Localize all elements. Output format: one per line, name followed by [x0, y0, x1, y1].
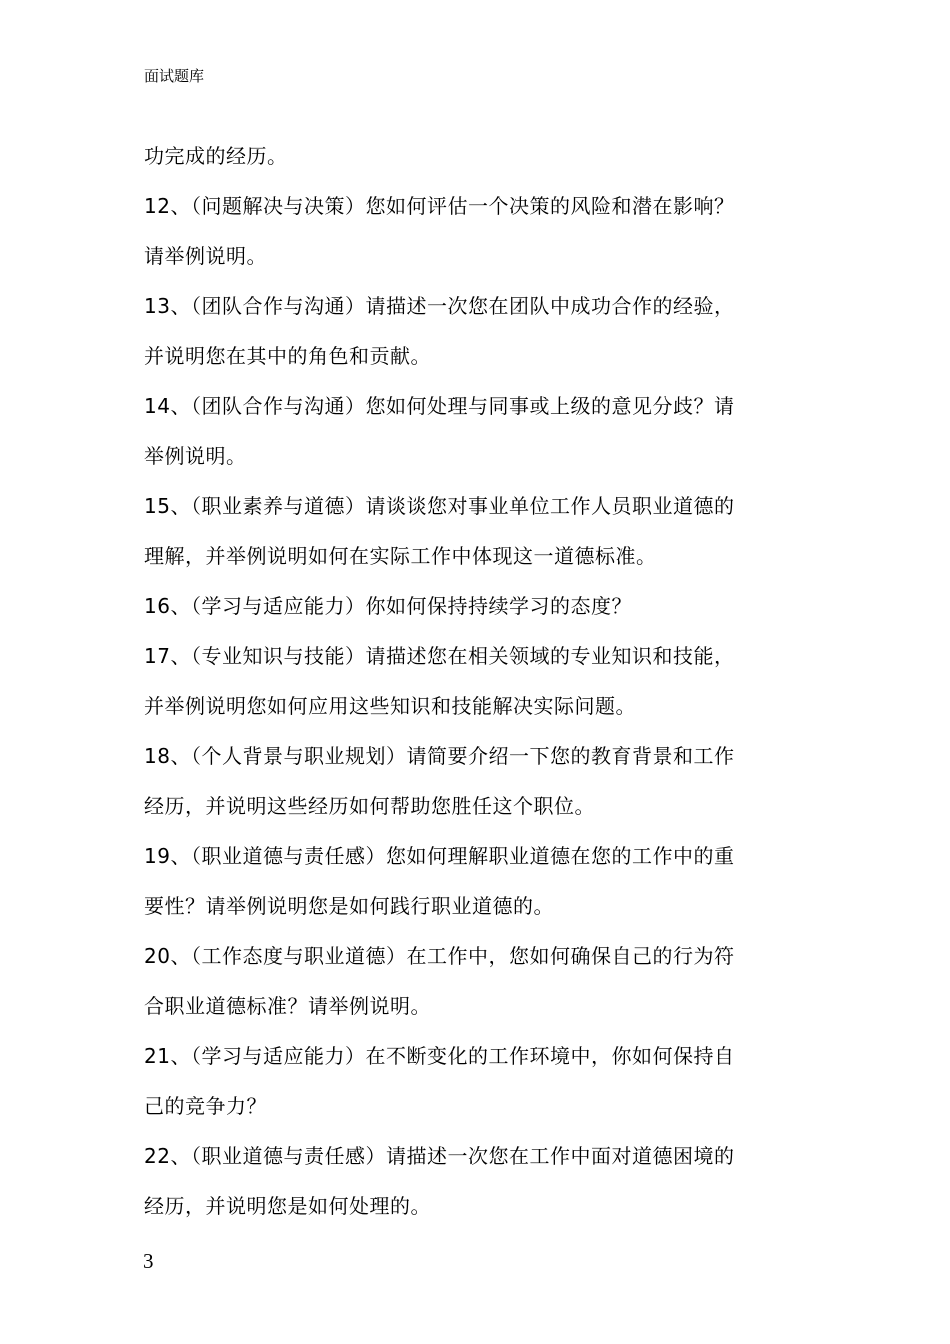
- text-line: 并说明您在其中的角色和贡献。: [144, 344, 431, 368]
- document-body: [144, 131, 814, 1231]
- text-line: 18、（个人背景与职业规划）请简要介绍一下您的教育背景和工作: [144, 744, 735, 768]
- text-line: 19、（职业道德与责任感）您如何理解职业道德在您的工作中的重: [144, 844, 735, 868]
- text-line: 经历，并说明这些经历如何帮助您胜任这个职位。: [144, 794, 595, 818]
- text-line: 请举例说明。: [144, 244, 267, 268]
- text-line: 15、（职业素养与道德）请谈谈您对事业单位工作人员职业道德的: [144, 494, 735, 518]
- text-line: 合职业道德标准？请举例说明。: [144, 994, 431, 1018]
- text-line: 17、（专业知识与技能）请描述您在相关领域的专业知识和技能，: [144, 644, 735, 668]
- text-line: 13、（团队合作与沟通）请描述一次您在团队中成功合作的经验，: [144, 294, 735, 318]
- text-line: 12、（问题解决与决策）您如何评估一个决策的风险和潜在影响？: [144, 194, 735, 218]
- text-line: 20、（工作态度与职业道德）在工作中，您如何确保自己的行为符: [144, 944, 735, 968]
- text-line: 己的竞争力？: [144, 1094, 267, 1118]
- text-line: 21、（学习与适应能力）在不断变化的工作环境中，你如何保持自: [144, 1044, 735, 1068]
- page-header: 面试题库: [144, 67, 205, 85]
- text-line: 22、（职业道德与责任感）请描述一次您在工作中面对道德困境的: [144, 1144, 735, 1168]
- text-line: 功完成的经历。: [144, 144, 288, 168]
- text-line: 经历，并说明您是如何处理的。: [144, 1194, 431, 1218]
- text-line: 理解，并举例说明如何在实际工作中体现这一道德标准。: [144, 544, 657, 568]
- text-line: 并举例说明您如何应用这些知识和技能解决实际问题。: [144, 694, 636, 718]
- text-line: 举例说明。: [144, 444, 247, 468]
- text-line: 14、（团队合作与沟通）您如何处理与同事或上级的意见分歧？请: [144, 394, 735, 418]
- text-line: 16、（学习与适应能力）你如何保持持续学习的态度？: [144, 594, 632, 618]
- text-line: 要性？请举例说明您是如何践行职业道德的。: [144, 894, 554, 918]
- page-number: 3: [143, 1249, 154, 1273]
